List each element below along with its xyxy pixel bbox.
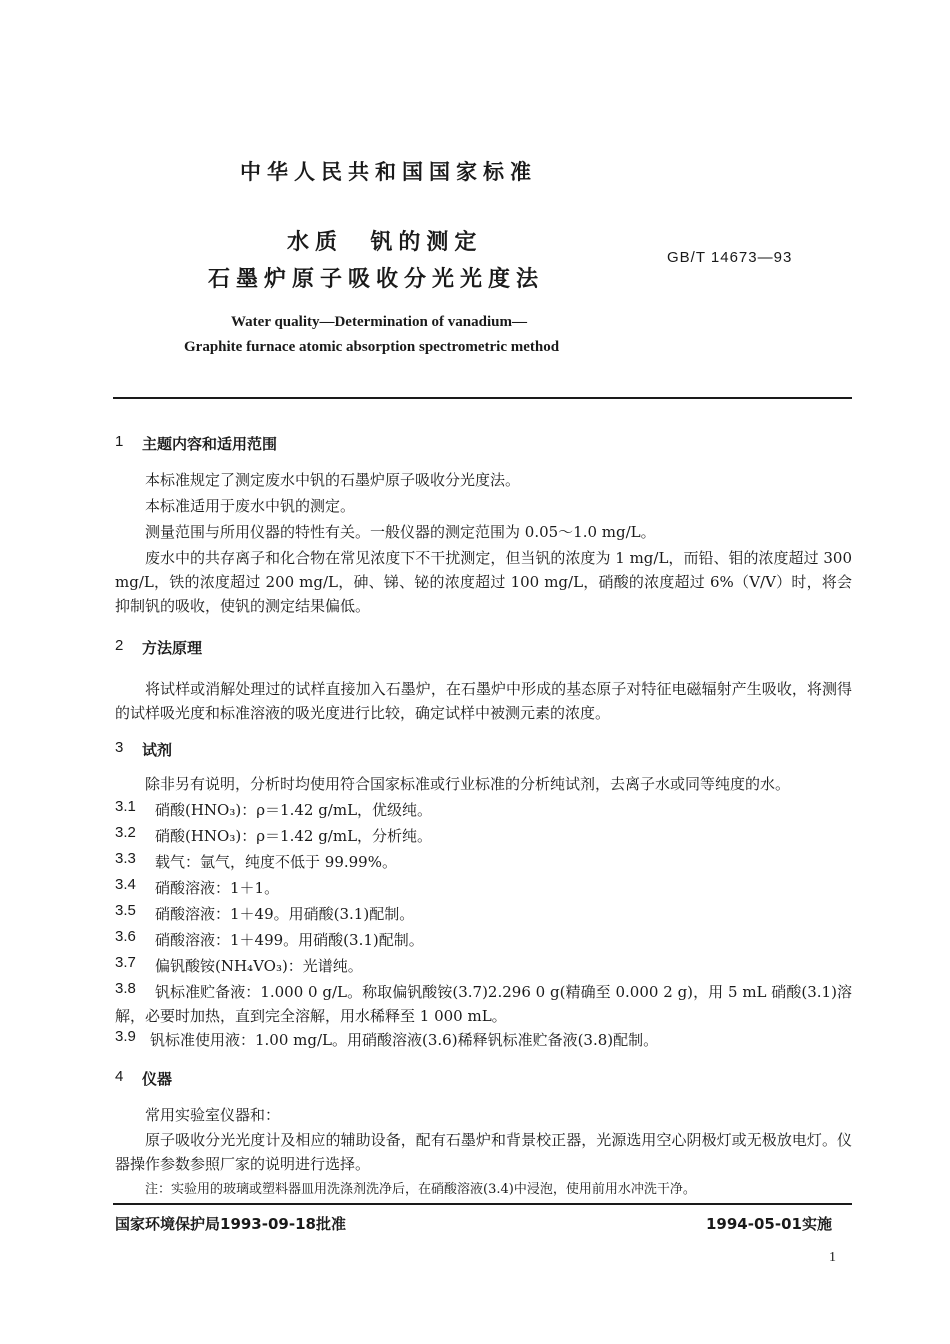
section-1-paragraph-2: 本标准适用于废水中钒的测定。 [145, 497, 356, 515]
item-3-5-text: 硝酸溶液：1＋49。用硝酸(3.1)配制。 [155, 905, 415, 923]
national-standard-heading: 中华人民共和国国家标准 [240, 160, 537, 184]
standard-code: GB/T 14673—93 [667, 249, 793, 266]
implementation-date: 1994-05-01实施 [706, 1215, 832, 1233]
section-4-paragraph-2: 原子吸收分光光度计及相应的辅助设备，配有石墨炉和背景校正器，光源选用空心阴极灯或无极放电灯。仪器操作参数参照厂家的说明进行选择。 [115, 1131, 852, 1173]
page-number: 1 [829, 1250, 836, 1265]
item-3-6-number: 3.6 [115, 928, 136, 945]
item-3-9-number: 3.9 [115, 1028, 136, 1045]
section-2-number: 2 [115, 637, 124, 654]
footer-divider [113, 1203, 852, 1205]
section-3-paragraph-1: 除非另有说明，分析时均使用符合国家标准或行业标准的分析纯试剂，去离子水或同等纯度的水。 [145, 775, 791, 793]
section-4-title: 仪器 [142, 1070, 173, 1088]
item-3-4-number: 3.4 [115, 876, 136, 893]
section-1-number: 1 [115, 433, 124, 450]
section-1-paragraph-4: 废水中的共存离子和化合物在常见浓度下不干扰测定，但当钒的浓度为 1 mg/L，而铅、钼的浓度超过 300 mg/L，铁的浓度超过 200 mg/L，砷、锑、铋的浓度超过 100 mg/L，硝酸的浓度超过 6%（V/V）时，将会抑制钒的吸收，使钒的测定结果偏低。 [115, 549, 852, 615]
section-4-note: 注：实验用的玻璃或塑料器皿用洗涤剂洗净后，在硝酸溶液(3.4)中浸泡，使用前用水冲洗干净。 [145, 1182, 696, 1197]
section-3-title: 试剂 [142, 741, 173, 759]
section-4-number: 4 [115, 1068, 124, 1085]
item-3-2-text: 硝酸(HNO₃)：ρ＝1.42 g/mL，分析纯。 [155, 827, 433, 845]
section-1-title: 主题内容和适用范围 [142, 435, 278, 453]
item-3-6-text: 硝酸溶液：1＋499。用硝酸(3.1)配制。 [155, 931, 424, 949]
item-3-1-text: 硝酸(HNO₃)：ρ＝1.42 g/mL，优级纯。 [155, 801, 433, 819]
header-divider [113, 397, 852, 399]
item-3-7-text: 偏钒酸铵(NH₄VO₃)：光谱纯。 [155, 957, 363, 975]
item-3-4-text: 硝酸溶液：1＋1。 [155, 879, 280, 897]
item-3-8-number: 3.8 [115, 980, 136, 997]
item-3-5-number: 3.5 [115, 902, 136, 919]
section-2-paragraph-1: 将试样或消解处理过的试样直接加入石墨炉，在石墨炉中形成的基态原子对特征电磁辐射产生吸收，将测得的试样吸光度和标准溶液的吸光度进行比较，确定试样中被测元素的浓度。 [115, 680, 852, 722]
english-title-line-2: Graphite furnace atomic absorption spectrometric method [184, 339, 560, 355]
title-line-2: 石墨炉原子吸收分光光度法 [208, 267, 545, 292]
section-1-paragraph-1: 本标准规定了测定废水中钒的石墨炉原子吸收分光度法。 [145, 471, 521, 489]
item-3-1-number: 3.1 [115, 798, 136, 815]
title-line-1: 水质 钒的测定 [287, 230, 483, 255]
section-3-number: 3 [115, 739, 124, 756]
item-3-2-number: 3.2 [115, 824, 136, 841]
section-4-paragraph-1: 常用实验室仪器和： [145, 1106, 281, 1124]
item-3-8-text: 钒标准贮备液：1.000 0 g/L。称取偏钒酸铵(3.7)2.296 0 g(精确至 0.000 2 g)，用 5 mL 硝酸(3.1)溶解，必要时加热，直到完全溶解，用水稀释至 1 000 mL。 [115, 983, 852, 1025]
item-3-3-number: 3.3 [115, 850, 136, 867]
item-3-3-text: 载气：氩气，纯度不低于 99.99%。 [155, 853, 397, 871]
section-2-title: 方法原理 [142, 639, 203, 657]
item-3-7-number: 3.7 [115, 954, 136, 971]
approval-line: 国家环境保护局1993-09-18批准 [115, 1215, 346, 1233]
section-1-paragraph-3: 测量范围与所用仪器的特性有关。一般仪器的测定范围为 0.05～1.0 mg/L。 [145, 523, 656, 541]
item-3-9-text: 钒标准使用液：1.00 mg/L。用硝酸溶液(3.6)稀释钒标准贮备液(3.8)配制。 [150, 1031, 659, 1049]
english-title-line-1: Water quality—Determination of vanadium— [231, 314, 527, 330]
